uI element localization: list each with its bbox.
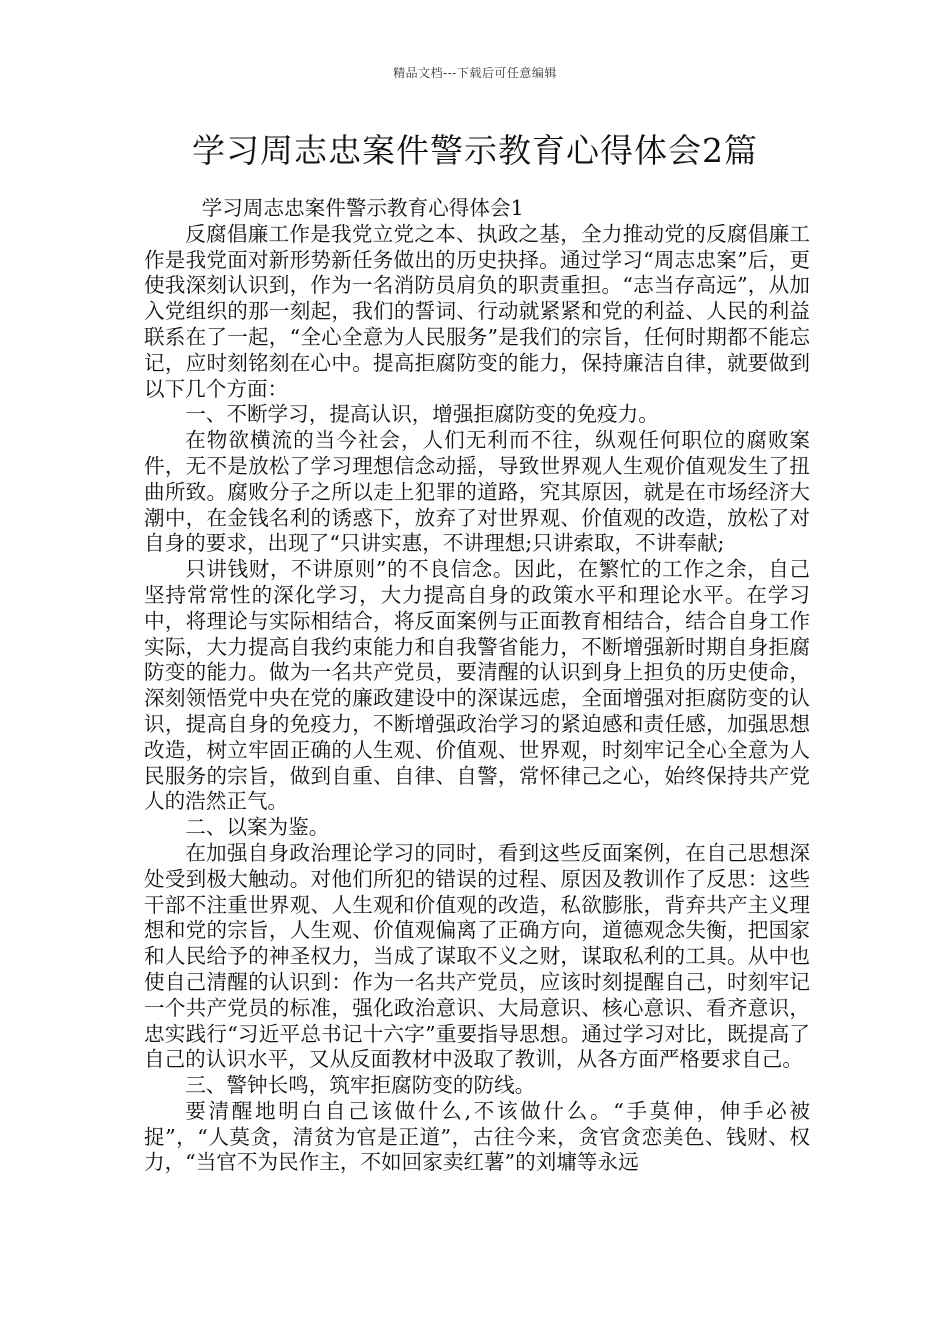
section-heading: 二、以案为鉴。 [185,815,330,840]
section-subtitle: 学习周志忠案件警示教育心得体会1 [201,196,524,220]
section-heading: 三、警钟长鸣，筑牢拒腐防变的防线。 [185,1073,536,1098]
paragraph: 在物欲横流的当今社会，人们无利而不往，纵观任何职位的腐败案件，无不是放松了学习理想信念动摇，导致世界观人生观价值观发生了扭曲所致。腐败分子之所以走上犯罪的道路，究其原因，就是在市场经济大潮中，在金钱名利的诱惑下，放弃了对世界观、价值观的改造，放松了对自身的要求，出现了“只讲实惠，不讲理想;只讲索取，不讲奉献; [144,428,810,556]
paragraph: 要清醒地明白自己该做什么,不该做什么。“手莫伸，伸手必被捉”，“人莫贪，清贫为官是正道”，古往今来，贪官贪恋美色、钱财、权力，“当官不为民作主，不如回家卖红薯”的刘墉等永远 [144,1098,810,1175]
paragraph: 反腐倡廉工作是我党立党之本、执政之基，全力推动党的反腐倡廉工作是我党面对新形势新任务做出的历史抉择。通过学习“周志忠案”后，更使我深刻认识到，作为一名消防员肩负的职责重担。“志当存高远”，从加入党组织的那一刻起，我们的誓词、行动就紧紧和党的利益、人民的利益联系在了一起，“全心全意为人民服务”是我们的宗旨，任何时期都不能忘记，应时刻铭刻在心中。提高拒腐防变的能力，保持廉洁自律，就要做到以下几个方面： [144,221,810,401]
document-title: 学习周志忠案件警示教育心得体会2篇 [192,131,758,170]
section-heading: 一、不断学习，提高认识，增强拒腐防变的免疫力。 [185,402,659,427]
paragraph: 在加强自身政治理论学习的同时，看到这些反面案例，在自己思想深处受到极大触动。对他们所犯的错误的过程、原因及教训作了反思：这些干部不注重世界观、人生观和价值观的改造，私欲膨胀，背弃共产主义理想和党的宗旨，人生观、价值观偏离了正确方向，道德观念失衡，把国家和人民给予的神圣权力，当成了谋取不义之财，谋取私利的工具。从中也使自己清醒的认识到：作为一名共产党员，应该时刻提醒自己，时刻牢记一个共产党员的标准，强化政治意识、大局意识、核心意识、看齐意识，忠实践行“习近平总书记十六字”重要指导思想。通过学习对比，既提高了自己的认识水平，又从反面教材中汲取了教训，从各方面严格要求自己。 [144,840,810,1072]
paragraph: 只讲钱财，不讲原则”的不良信念。因此，在繁忙的工作之余，自己坚持常常性的深化学习，大力提高自身的政策水平和理论水平。在学习中，将理论与实际相结合，将反面案例与正面教育相结合，结合自身工作实际，大力提高自我约束能力和自我警省能力，不断增强新时期自身拒腐防变的能力。做为一名共产党员，要清醒的认识到身上担负的历史使命，深刻领悟党中央在党的廉政建设中的深谋远虑，全面增强对拒腐防变的认识，提高自身的免疫力，不断增强政治学习的紧迫感和责任感，加强思想改造，树立牢固正确的人生观、价值观、世界观，时刻牢记全心全意为人民服务的宗旨，做到自重、自律、自警，常怀律己之心，始终保持共产党人的浩然正气。 [144,557,810,814]
header-note: 精品文档---下载后可任意编辑 [393,66,557,80]
document-body [144,196,810,1176]
